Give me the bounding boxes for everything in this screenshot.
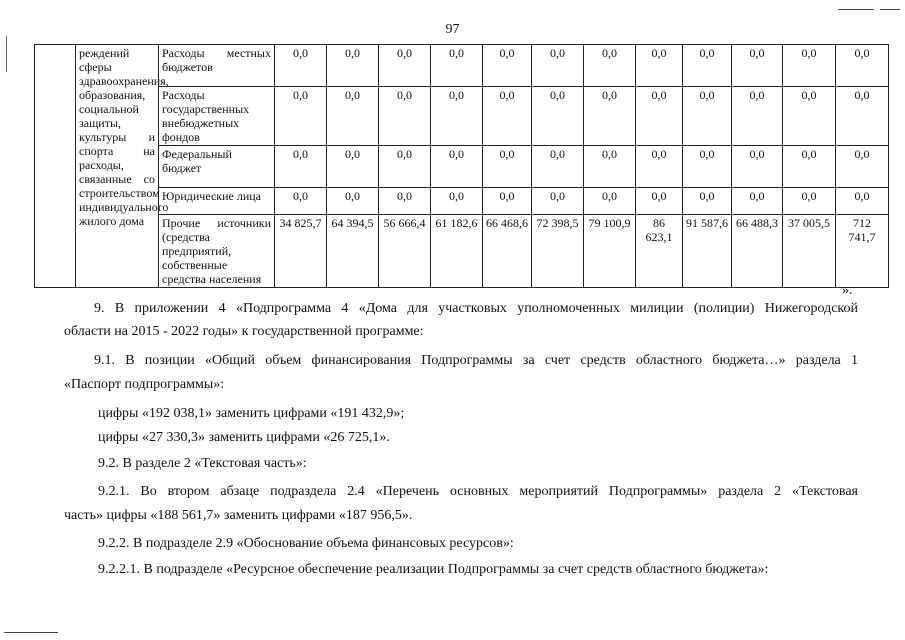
- value-cell: 0,0: [836, 188, 889, 215]
- value-cell: 0,0: [532, 45, 584, 87]
- paragraph-9-2-1-line-1: 9.2.1. Во втором абзаце подраздела 2.4 «Перечень основных мероприятий Подпрограммы» раздела 2 «Текстовая: [98, 484, 858, 499]
- paragraph-9-1-line-1: 9.1. В позиции «Общий объем финансирования Подпрограммы за счет средств областного бюджета…» раздела 1: [94, 353, 858, 368]
- source-cell: Расходы государственных внебюджетных фондов: [159, 87, 275, 146]
- value-cell: 0,0: [636, 87, 683, 146]
- value-cell: 0,0: [732, 45, 783, 87]
- value-cell: 0,0: [732, 188, 783, 215]
- value-cell: 66 468,6: [483, 215, 532, 288]
- value-cell: 712 741,7: [836, 215, 889, 288]
- value-cell: 0,0: [431, 146, 483, 188]
- value-cell: 0,0: [431, 45, 483, 87]
- value-cell: 72 398,5: [532, 215, 584, 288]
- value-cell: 56 666,4: [379, 215, 431, 288]
- table-blank-cell: [35, 45, 76, 288]
- value-cell: 66 488,3: [732, 215, 783, 288]
- value-cell: 0,0: [379, 188, 431, 215]
- paragraph-9-2-2-1: 9.2.2.1. В подразделе «Ресурсное обеспечение реализации Подпрограммы за счет средств областного бюджета»:: [98, 562, 769, 577]
- value-cell: 0,0: [783, 45, 836, 87]
- value-cell: 0,0: [532, 146, 584, 188]
- corner-mark-top-right-2: [880, 9, 900, 10]
- value-cell: 0,0: [732, 146, 783, 188]
- value-cell: 0,0: [584, 146, 636, 188]
- value-cell: 0,0: [783, 146, 836, 188]
- source-cell: Федеральный бюджет: [159, 146, 275, 188]
- margin-mark-left: [6, 36, 7, 72]
- source-cell: Прочие источники (средства предприятий, собственные средства населения: [159, 215, 275, 288]
- value-cell: 0,0: [483, 87, 532, 146]
- corner-mark-top-right-1: [838, 9, 874, 10]
- table-row: [35, 215, 889, 288]
- paragraph-9-line-2: области на 2015 - 2022 годы» к государственной программе:: [64, 324, 424, 339]
- organization-cell: реждений сферы здравоохранения, образования, социальной защиты, культуры и спорта на расходы, связанные со строительством индивидуального жилого дома: [76, 45, 159, 288]
- page-number: 97: [445, 22, 460, 37]
- value-cell: 0,0: [327, 87, 379, 146]
- value-cell: 0,0: [483, 146, 532, 188]
- source-cell: Юридические лица: [159, 188, 275, 215]
- corner-mark-bottom-left: [4, 632, 58, 633]
- value-cell: 0,0: [379, 146, 431, 188]
- value-cell: 0,0: [683, 45, 732, 87]
- table-row: [35, 87, 889, 146]
- value-cell: 0,0: [532, 188, 584, 215]
- source-cell: Расходы местных бюджетов: [159, 45, 275, 87]
- value-cell: 61 182,6: [431, 215, 483, 288]
- table-row: [35, 146, 889, 188]
- value-cell: 0,0: [584, 45, 636, 87]
- funding-table: [34, 44, 889, 288]
- value-cell: 0,0: [584, 87, 636, 146]
- value-cell: 0,0: [783, 87, 836, 146]
- table-closing-quote: ».: [842, 283, 853, 298]
- value-cell: 0,0: [275, 146, 327, 188]
- value-cell: 0,0: [327, 146, 379, 188]
- value-cell: 0,0: [732, 87, 783, 146]
- table-row: [35, 45, 889, 87]
- value-cell: 0,0: [683, 188, 732, 215]
- value-cell: 34 825,7: [275, 215, 327, 288]
- value-cell: 0,0: [327, 188, 379, 215]
- value-cell: 0,0: [275, 45, 327, 87]
- value-cell: 64 394,5: [327, 215, 379, 288]
- value-cell: 0,0: [431, 87, 483, 146]
- value-cell: 0,0: [584, 188, 636, 215]
- value-cell: 0,0: [683, 146, 732, 188]
- value-cell: 0,0: [783, 188, 836, 215]
- replacement-line-2: цифры «27 330,3» заменить цифрами «26 725,1».: [98, 430, 390, 445]
- value-cell: 0,0: [275, 188, 327, 215]
- value-cell: 0,0: [483, 45, 532, 87]
- value-cell: 37 005,5: [783, 215, 836, 288]
- replacement-line-1: цифры «192 038,1» заменить цифрами «191 432,9»;: [98, 406, 405, 421]
- value-cell: 0,0: [636, 146, 683, 188]
- paragraph-9-2-1-line-2: часть» цифры «188 561,7» заменить цифрами «187 956,5».: [64, 508, 413, 523]
- paragraph-9-2-2: 9.2.2. В подразделе 2.9 «Обоснование объема финансовых ресурсов»:: [98, 536, 514, 551]
- paragraph-9-2: 9.2. В разделе 2 «Текстовая часть»:: [98, 456, 307, 471]
- paragraph-9-1-line-2: «Паспорт подпрограммы»:: [64, 377, 225, 392]
- value-cell: 0,0: [683, 87, 732, 146]
- value-cell: 0,0: [636, 45, 683, 87]
- value-cell: 0,0: [275, 87, 327, 146]
- value-cell: 0,0: [431, 188, 483, 215]
- value-cell: 0,0: [379, 87, 431, 146]
- value-cell: 0,0: [636, 188, 683, 215]
- value-cell: 91 587,6: [683, 215, 732, 288]
- value-cell: 86 623,1: [636, 215, 683, 288]
- value-cell: 0,0: [483, 188, 532, 215]
- value-cell: 79 100,9: [584, 215, 636, 288]
- value-cell: 0,0: [836, 146, 889, 188]
- value-cell: 0,0: [532, 87, 584, 146]
- value-cell: 0,0: [836, 45, 889, 87]
- paragraph-9-line-1: 9. В приложении 4 «Подпрограмма 4 «Дома для участковых уполномоченных милиции (полиции) Нижегородской: [94, 301, 858, 316]
- value-cell: 0,0: [836, 87, 889, 146]
- value-cell: 0,0: [327, 45, 379, 87]
- value-cell: 0,0: [379, 45, 431, 87]
